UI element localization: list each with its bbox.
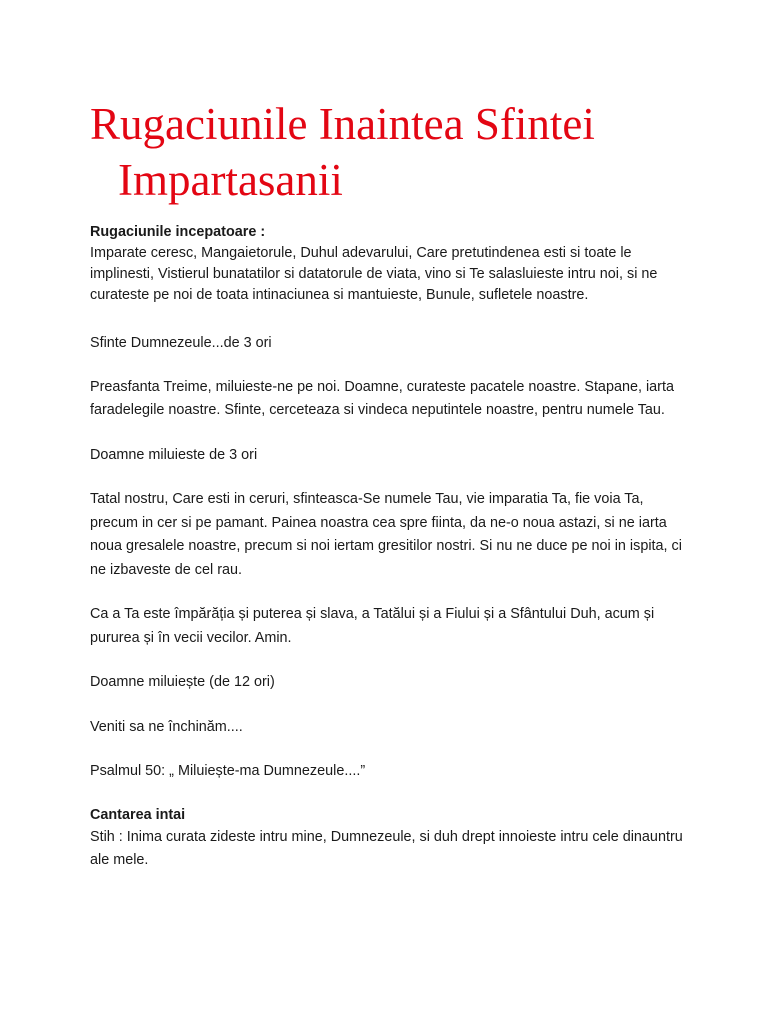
paragraph-lord-have-mercy-12: Doamne miluiește (de 12 ori) — [90, 674, 275, 690]
paragraph-heavenly-king: Imparate ceresc, Mangaietorule, Duhul adevarului, Care pretutindenea esti si toate le implinesti, Vistierul bunatatilor si datatorule de viata, vino si Te salasluieste intru noi, si ne curateste pe noi de toata intinaciunea si mantuieste, Bunule, sufletele noastre. — [90, 245, 658, 303]
paragraph-holy-trinity: Preasfanta Treime, miluieste-ne pe noi. Doamne, curateste pacatele noastre. Stapane, iarta faradelegile noastre. Sfinte, cerceteaza si vindeca neputintele noastre, pentru numele Tau. — [90, 378, 674, 418]
section-heading: Cantarea intai — [90, 806, 186, 823]
paragraph-come-let-us-worship: Veniti sa ne închinăm.... — [90, 718, 243, 735]
paragraph-holy-god: Sfinte Dumnezeule...de 3 ori — [90, 335, 272, 351]
section-opening-prayers — [90, 222, 690, 306]
spacer — [90, 695, 690, 716]
document-body — [90, 222, 690, 873]
spacer — [90, 650, 690, 671]
title-line-1: Rugaciunile Inaintea Sfintei — [90, 99, 595, 149]
spacer — [90, 784, 690, 805]
paragraph-verse: Stih : Inima curata zideste intru mine, Dumnezeule, si duh drept innoieste intru cele dinauntru ale mele. — [90, 828, 683, 868]
spacer — [90, 739, 690, 760]
section-first-ode — [90, 805, 690, 873]
section-heading: Rugaciunile incepatoare : — [90, 224, 266, 240]
paragraph-our-father: Tatal nostru, Care esti in ceruri, sfinteasca-Se numele Tau, vie imparatia Ta, fie voia Ta, precum in cer si pe pamant. Painea noastra cea spre fiinta, da ne-o noua astazi, si ne iarta noua gresalele noastre, precum si noi iertam gresitilor nostri. Si nu ne duce pe noi in ispita, ci ne izbaveste de cel rau. — [90, 491, 682, 578]
paragraph-doxology: Ca a Ta este împărăția și puterea și slava, a Tatălui și a Fiului și a Sfântului Duh, acum și pururea și în vecii vecilor. Amin. — [90, 606, 655, 646]
paragraph-psalm-50: Psalmul 50: „ Miluiește-ma Dumnezeule....” — [90, 763, 366, 779]
spacer — [90, 356, 690, 376]
title-line-2: Impartasanii — [118, 155, 343, 205]
page-title — [90, 96, 730, 208]
spacer — [90, 423, 690, 444]
spacer — [90, 582, 690, 603]
paragraph-lord-have-mercy: Doamne miluieste de 3 ori — [90, 446, 258, 463]
spacer — [90, 306, 690, 332]
spacer — [90, 467, 690, 488]
